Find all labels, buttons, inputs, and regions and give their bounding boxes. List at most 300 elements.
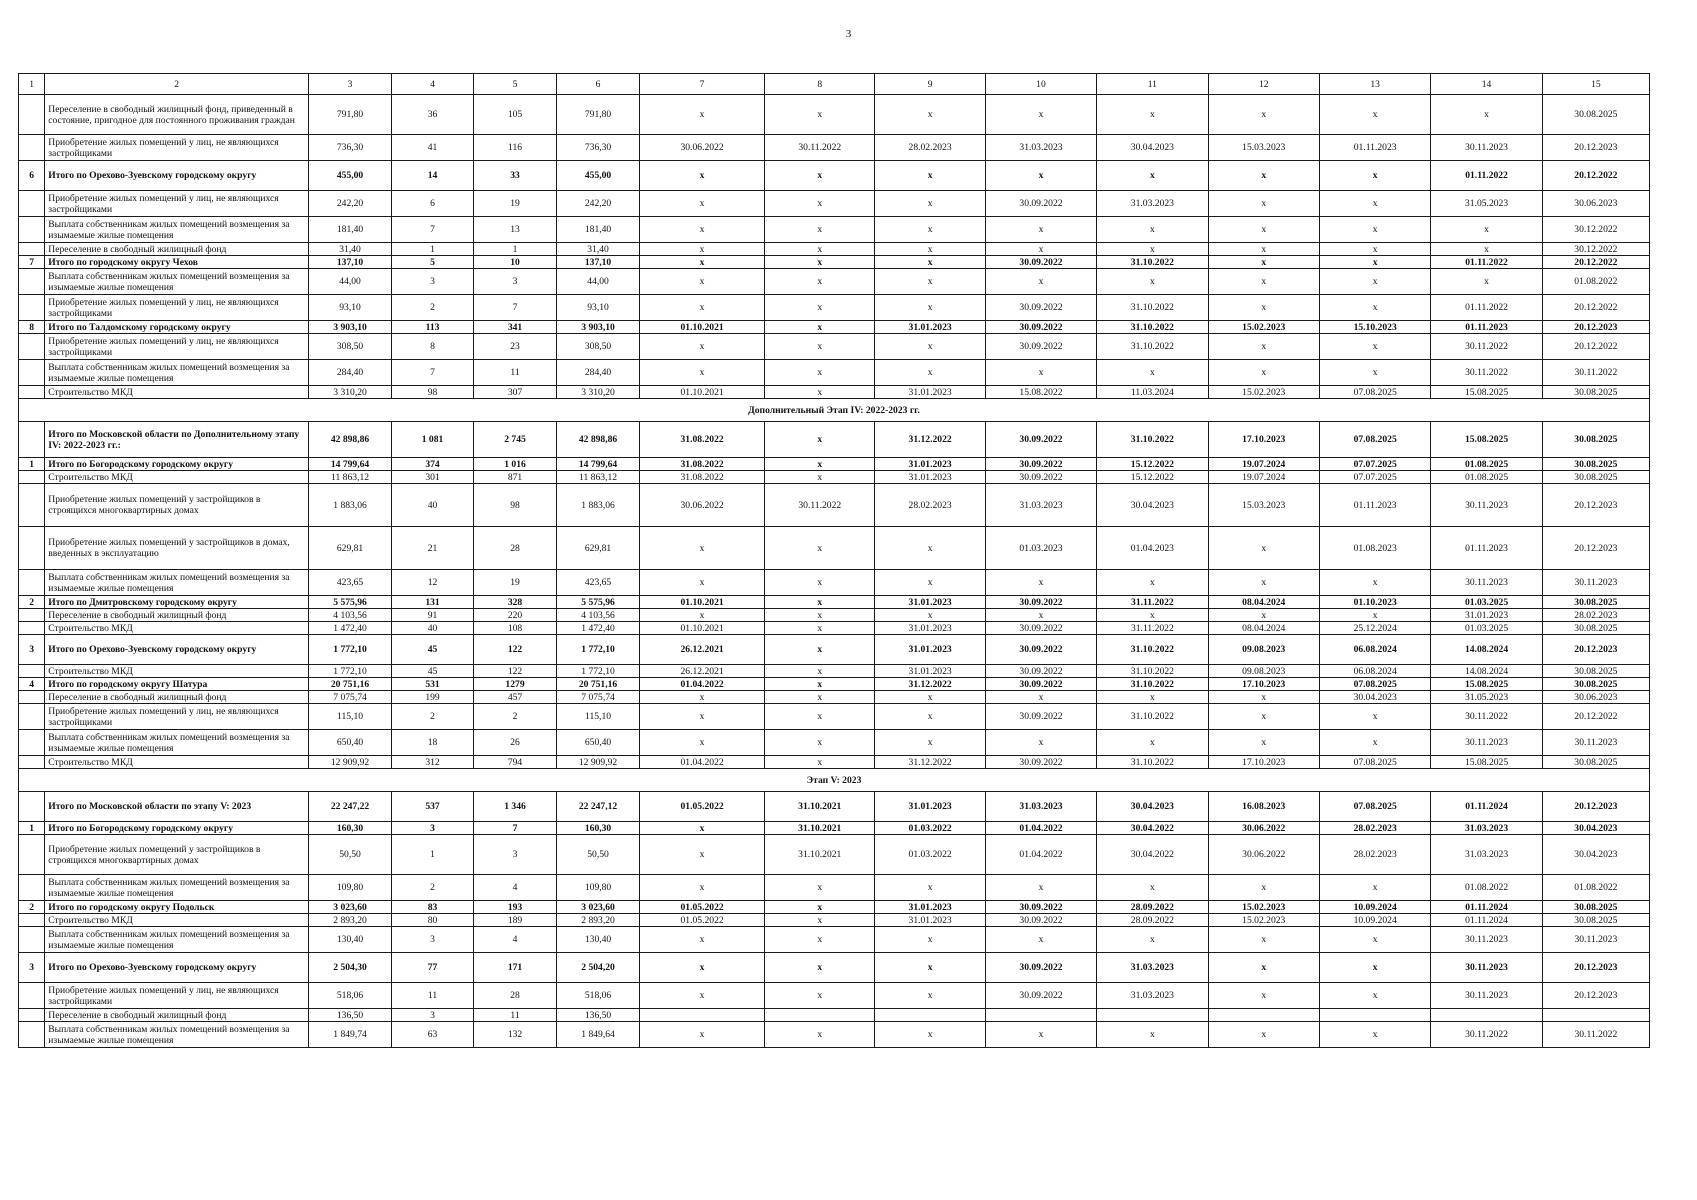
table-cell: 30.09.2022 [985, 756, 1096, 769]
row-number: 3 [19, 953, 45, 983]
table-cell: 30.04.2023 [1319, 691, 1430, 704]
row-number [19, 295, 45, 321]
row-number: 1 [19, 822, 45, 835]
table-cell: 07.08.2025 [1319, 792, 1430, 822]
table-cell: 30.09.2022 [985, 914, 1096, 927]
table-cell: 11 [474, 360, 557, 386]
table-cell: x [1208, 527, 1319, 570]
table-cell: 07.08.2025 [1319, 756, 1430, 769]
table-cell: 160,30 [309, 822, 392, 835]
column-number: 11 [1097, 74, 1208, 95]
table-cell: x [765, 983, 875, 1009]
row-description: Выплата собственникам жилых помещений возмещения за изымаемые жилые помещения [45, 875, 309, 901]
table-cell: 31.01.2023 [875, 622, 985, 635]
table-cell: 12 909,92 [557, 756, 640, 769]
table-cell: 3 023,60 [309, 901, 392, 914]
table-cell: x [985, 730, 1096, 756]
table-cell: 33 [474, 161, 557, 191]
table-row [19, 927, 1650, 953]
stage-heading: Дополнительный Этап IV: 2022-2023 гг. [19, 399, 1650, 422]
row-description: Приобретение жилых помещений у застройщиков в строящихся многоквартирных домах [45, 484, 309, 527]
table-cell: 01.04.2022 [640, 756, 765, 769]
table-cell: x [1208, 360, 1319, 386]
table-cell: 1 472,40 [309, 622, 392, 635]
row-number [19, 983, 45, 1009]
table-cell: x [875, 609, 985, 622]
table-cell: 30.09.2022 [985, 295, 1096, 321]
table-cell: x [765, 458, 875, 471]
table-cell: 01.04.2022 [985, 835, 1096, 875]
page-number: 3 [845, 28, 852, 40]
table-row [19, 386, 1650, 399]
table-cell: 26.12.2021 [640, 665, 765, 678]
row-description: Выплата собственникам жилых помещений возмещения за изымаемые жилые помещения [45, 360, 309, 386]
row-number [19, 334, 45, 360]
table-cell: 130,40 [309, 927, 392, 953]
row-description: Строительство МКД [45, 622, 309, 635]
table-cell [985, 1009, 1096, 1022]
table-cell: 3 023,60 [557, 901, 640, 914]
table-cell: x [765, 622, 875, 635]
table-cell: 28.09.2022 [1097, 914, 1208, 927]
table-cell: x [640, 527, 765, 570]
table-cell: 6 [392, 191, 474, 217]
table-cell: 1 081 [392, 422, 474, 458]
table-cell: x [765, 570, 875, 596]
table-row [19, 1009, 1650, 1022]
table-cell: 312 [392, 756, 474, 769]
table-cell: x [765, 95, 875, 135]
table-cell: x [1319, 243, 1430, 256]
table-cell: 518,06 [557, 983, 640, 1009]
table-cell: x [875, 217, 985, 243]
table-cell: 30.06.2023 [1542, 191, 1649, 217]
table-cell: x [640, 704, 765, 730]
table-cell: x [1431, 243, 1542, 256]
table-cell: x [985, 360, 1096, 386]
table-cell: 20.12.2023 [1542, 484, 1649, 527]
table-cell: x [640, 609, 765, 622]
table-cell: 01.11.2022 [1431, 295, 1542, 321]
table-cell: 736,30 [309, 135, 392, 161]
row-description: Приобретение жилых помещений у лиц, не являющихся застройщиками [45, 983, 309, 1009]
table-cell: 16.08.2023 [1208, 792, 1319, 822]
table-cell: 83 [392, 901, 474, 914]
table-cell: 31.01.2023 [1431, 609, 1542, 622]
row-number [19, 792, 45, 822]
row-number [19, 875, 45, 901]
table-cell: 3 310,20 [309, 386, 392, 399]
table-cell: 1 772,10 [309, 635, 392, 665]
table-cell: 28 [474, 527, 557, 570]
table-cell [1431, 1009, 1542, 1022]
table-cell: 15.08.2022 [985, 386, 1096, 399]
table-cell: 19.07.2024 [1208, 458, 1319, 471]
total-row [19, 822, 1650, 835]
table-row [19, 527, 1650, 570]
table-cell: x [640, 953, 765, 983]
table-cell: 01.11.2024 [1431, 901, 1542, 914]
table-cell: 2 [474, 704, 557, 730]
table-cell: 01.08.2022 [1542, 269, 1649, 295]
table-cell: 12 909,92 [309, 756, 392, 769]
table-cell: 31.03.2023 [1097, 953, 1208, 983]
row-description: Итого по городскому округу Подольск [45, 901, 309, 914]
table-cell: 14.08.2024 [1431, 665, 1542, 678]
table-row [19, 471, 1650, 484]
row-number [19, 191, 45, 217]
table-cell: 4 103,56 [557, 609, 640, 622]
row-description: Строительство МКД [45, 386, 309, 399]
table-cell: 01.11.2022 [1431, 161, 1542, 191]
table-cell: x [1319, 256, 1430, 269]
table-cell: x [1208, 295, 1319, 321]
table-row [19, 1022, 1650, 1048]
table-cell: 1 772,10 [557, 635, 640, 665]
table-cell: 181,40 [309, 217, 392, 243]
table-cell: 28 [474, 983, 557, 1009]
table-row [19, 295, 1650, 321]
row-number: 4 [19, 678, 45, 691]
table-cell: 31.01.2023 [875, 596, 985, 609]
table-cell: 30.09.2022 [985, 901, 1096, 914]
table-cell: 5 575,96 [309, 596, 392, 609]
table-cell: 7 [392, 217, 474, 243]
table-cell: x [765, 161, 875, 191]
table-cell: x [1208, 609, 1319, 622]
row-description: Итого по Талдомскому городскому округу [45, 321, 309, 334]
table-cell: 30.04.2023 [1097, 484, 1208, 527]
table-cell: x [765, 295, 875, 321]
table-cell: 30.09.2022 [985, 191, 1096, 217]
table-cell: x [1097, 269, 1208, 295]
table-cell: 19.07.2024 [1208, 471, 1319, 484]
table-cell: 109,80 [557, 875, 640, 901]
table-cell: 40 [392, 622, 474, 635]
table-cell: 108 [474, 622, 557, 635]
table-cell: 01.10.2021 [640, 596, 765, 609]
table-cell: x [765, 243, 875, 256]
table-cell: 13 [474, 217, 557, 243]
table-cell: x [1319, 570, 1430, 596]
table-cell: 189 [474, 914, 557, 927]
row-description: Строительство МКД [45, 756, 309, 769]
row-description: Строительство МКД [45, 471, 309, 484]
table-cell: 07.08.2025 [1319, 422, 1430, 458]
column-number: 14 [1431, 74, 1542, 95]
table-cell: 06.08.2024 [1319, 665, 1430, 678]
table-cell: 01.04.2022 [640, 678, 765, 691]
table-cell [1208, 1009, 1319, 1022]
table-cell: x [765, 730, 875, 756]
table-row [19, 360, 1650, 386]
table-cell: 3 [392, 822, 474, 835]
table-cell: x [1208, 269, 1319, 295]
row-description: Итого по Дмитровскому городскому округу [45, 596, 309, 609]
table-row [19, 570, 1650, 596]
total-row [19, 256, 1650, 269]
total-row [19, 953, 1650, 983]
table-cell: 30.06.2022 [1208, 835, 1319, 875]
table-cell: 28.09.2022 [1097, 901, 1208, 914]
table-cell: 01.08.2022 [1542, 875, 1649, 901]
table-cell: 11.03.2024 [1097, 386, 1208, 399]
table-cell: 15.08.2025 [1431, 422, 1542, 458]
table-cell: 30.09.2022 [985, 622, 1096, 635]
table-cell: 455,00 [557, 161, 640, 191]
table-cell: 423,65 [309, 570, 392, 596]
table-cell: 31.11.2022 [1097, 622, 1208, 635]
row-number [19, 730, 45, 756]
table-cell: 01.11.2024 [1431, 914, 1542, 927]
row-number [19, 471, 45, 484]
table-row [19, 243, 1650, 256]
table-cell: x [765, 596, 875, 609]
total-row [19, 901, 1650, 914]
table-cell: 01.05.2022 [640, 792, 765, 822]
table-cell: 01.03.2023 [985, 527, 1096, 570]
table-cell: 31.10.2022 [1097, 334, 1208, 360]
table-cell: 30.09.2022 [985, 635, 1096, 665]
row-number: 8 [19, 321, 45, 334]
table-cell: 307 [474, 386, 557, 399]
table-cell: 30.09.2022 [985, 983, 1096, 1009]
table-cell: 30.09.2022 [985, 422, 1096, 458]
table-cell: 01.11.2024 [1431, 792, 1542, 822]
table-cell: 20 751,16 [309, 678, 392, 691]
table-cell: 31.10.2022 [1097, 295, 1208, 321]
table-cell: 137,10 [309, 256, 392, 269]
table-cell: 01.10.2021 [640, 321, 765, 334]
table-cell: 30.09.2022 [985, 256, 1096, 269]
table-cell: 45 [392, 635, 474, 665]
table-cell: 115,10 [557, 704, 640, 730]
table-cell: 3 903,10 [309, 321, 392, 334]
table-cell: 31.03.2023 [985, 484, 1096, 527]
table-cell: 01.08.2023 [1319, 527, 1430, 570]
table-cell: 30.12.2022 [1542, 217, 1649, 243]
table-cell: 07.07.2025 [1319, 458, 1430, 471]
table-cell: 308,50 [557, 334, 640, 360]
table-cell: 30.08.2025 [1542, 901, 1649, 914]
table-cell: 794 [474, 756, 557, 769]
table-cell: 98 [392, 386, 474, 399]
table-cell: 30.04.2023 [1097, 792, 1208, 822]
table-cell: 30.11.2022 [1431, 334, 1542, 360]
table-cell: x [640, 334, 765, 360]
table-cell: 80 [392, 914, 474, 927]
table-cell: 1 472,40 [557, 622, 640, 635]
table-cell: 31.08.2022 [640, 458, 765, 471]
table-cell: x [985, 927, 1096, 953]
table-cell: 199 [392, 691, 474, 704]
table-cell: x [1097, 217, 1208, 243]
row-description: Итого по Орехово-Зуевскому городскому округу [45, 635, 309, 665]
table-cell: 1 [474, 243, 557, 256]
table-cell: 30.11.2023 [1431, 983, 1542, 1009]
table-cell: 20.12.2023 [1542, 792, 1649, 822]
row-number [19, 135, 45, 161]
table-cell: 31.12.2022 [875, 678, 985, 691]
table-cell: 31,40 [557, 243, 640, 256]
table-cell: 07.07.2025 [1319, 471, 1430, 484]
table-cell: 4 [474, 875, 557, 901]
table-cell: 30.11.2023 [1431, 484, 1542, 527]
table-cell: 3 [392, 927, 474, 953]
table-cell: x [1097, 95, 1208, 135]
table-cell: x [1319, 161, 1430, 191]
table-cell: 31.12.2022 [875, 422, 985, 458]
table-cell: 457 [474, 691, 557, 704]
table-row [19, 914, 1650, 927]
table-cell: x [765, 665, 875, 678]
table-cell: x [1319, 295, 1430, 321]
row-description: Переселение в свободный жилищный фонд [45, 609, 309, 622]
row-number [19, 95, 45, 135]
table-cell: x [1097, 691, 1208, 704]
table-cell: 18 [392, 730, 474, 756]
table-cell: 7 [474, 295, 557, 321]
table-cell: 91 [392, 609, 474, 622]
table-cell: 09.08.2023 [1208, 665, 1319, 678]
table-cell: 63 [392, 1022, 474, 1048]
table-cell: 15.02.2023 [1208, 914, 1319, 927]
table-cell: x [985, 875, 1096, 901]
table-cell: 30.09.2022 [985, 704, 1096, 730]
table-cell: x [765, 704, 875, 730]
table-cell: 31.08.2022 [640, 422, 765, 458]
table-cell: 15.12.2022 [1097, 458, 1208, 471]
table-cell: x [1208, 983, 1319, 1009]
table-cell: 07.08.2025 [1319, 386, 1430, 399]
table-cell: 1 772,10 [309, 665, 392, 678]
row-number: 2 [19, 901, 45, 914]
table-row [19, 95, 1650, 135]
table-row [19, 269, 1650, 295]
table-cell: 31.01.2023 [875, 635, 985, 665]
row-description: Приобретение жилых помещений у лиц, не являющихся застройщиками [45, 334, 309, 360]
table-cell: 30.11.2022 [765, 484, 875, 527]
table-cell: 07.08.2025 [1319, 678, 1430, 691]
table-row [19, 217, 1650, 243]
table-cell: x [1431, 269, 1542, 295]
table-cell: 93,10 [309, 295, 392, 321]
table-cell: 130,40 [557, 927, 640, 953]
row-number [19, 422, 45, 458]
table-cell: 01.03.2022 [875, 822, 985, 835]
table-cell: 15.02.2023 [1208, 386, 1319, 399]
table-row [19, 665, 1650, 678]
table-cell: 30.06.2022 [640, 135, 765, 161]
table-cell: 30.11.2022 [1542, 1022, 1649, 1048]
table-cell [1319, 1009, 1430, 1022]
table-cell: x [765, 360, 875, 386]
table-cell: 31.10.2022 [1097, 665, 1208, 678]
row-number [19, 756, 45, 769]
table-cell: 17.10.2023 [1208, 678, 1319, 691]
table-cell: x [640, 875, 765, 901]
total-row [19, 678, 1650, 691]
row-number: 3 [19, 635, 45, 665]
table-cell: 14 799,64 [309, 458, 392, 471]
table-cell: 01.11.2022 [1431, 256, 1542, 269]
stage-heading: Этап V: 2023 [19, 769, 1650, 792]
table-cell: 3 903,10 [557, 321, 640, 334]
table-cell: 28.02.2023 [875, 484, 985, 527]
table-cell [765, 1009, 875, 1022]
table-row [19, 484, 1650, 527]
table-cell: 30.08.2025 [1542, 914, 1649, 927]
table-cell: x [1097, 243, 1208, 256]
column-number: 10 [985, 74, 1096, 95]
table-cell: 40 [392, 484, 474, 527]
table-cell: x [1319, 953, 1430, 983]
table-cell: 30.09.2022 [985, 678, 1096, 691]
table-cell: x [1208, 691, 1319, 704]
table-cell: 31.10.2021 [765, 792, 875, 822]
table-cell: x [985, 161, 1096, 191]
table-cell: 08.04.2024 [1208, 596, 1319, 609]
table-cell: 11 863,12 [557, 471, 640, 484]
table-cell: 30.11.2023 [1431, 570, 1542, 596]
table-cell: x [640, 1022, 765, 1048]
row-description: Итого по Орехово-Зуевскому городскому округу [45, 161, 309, 191]
row-description: Итого по городскому округу Чехов [45, 256, 309, 269]
row-number: 2 [19, 596, 45, 609]
row-number [19, 217, 45, 243]
table-cell: 3 [392, 1009, 474, 1022]
table-cell: x [1319, 269, 1430, 295]
table-cell: 341 [474, 321, 557, 334]
table-cell: 455,00 [309, 161, 392, 191]
table-cell: 31.05.2023 [1431, 691, 1542, 704]
table-cell: x [640, 161, 765, 191]
table-cell: 122 [474, 635, 557, 665]
column-number-row [19, 74, 1650, 95]
table-cell: 629,81 [309, 527, 392, 570]
row-number [19, 386, 45, 399]
table-cell: 30.11.2022 [1431, 360, 1542, 386]
table-cell: 20.12.2022 [1542, 334, 1649, 360]
table-cell: x [1319, 875, 1430, 901]
table-cell: 1 849,64 [557, 1022, 640, 1048]
table-cell: x [640, 191, 765, 217]
row-number [19, 835, 45, 875]
table-cell: 7 [474, 822, 557, 835]
column-number: 5 [474, 74, 557, 95]
row-number [19, 1022, 45, 1048]
table-cell: 31.01.2023 [875, 458, 985, 471]
table-cell: x [875, 875, 985, 901]
table-cell: 06.08.2024 [1319, 635, 1430, 665]
row-description: Итого по Московской области по этапу V: 2023 [45, 792, 309, 822]
table-cell: x [1319, 334, 1430, 360]
table-cell: 11 863,12 [309, 471, 392, 484]
table-cell: 20.12.2023 [1542, 135, 1649, 161]
table-cell: 4 [474, 927, 557, 953]
table-cell: 10 [474, 256, 557, 269]
table-cell: 31.03.2023 [1431, 835, 1542, 875]
table-cell: 14.08.2024 [1431, 635, 1542, 665]
table-cell: 2 504,30 [309, 953, 392, 983]
row-description: Итого по Орехово-Зуевскому городскому округу [45, 953, 309, 983]
table-cell: 2 [392, 875, 474, 901]
table-cell: 15.08.2025 [1431, 678, 1542, 691]
table-cell: 30.09.2022 [985, 596, 1096, 609]
table-cell: 5 [392, 256, 474, 269]
table-cell: 28.02.2023 [1319, 822, 1430, 835]
table-cell: 181,40 [557, 217, 640, 243]
